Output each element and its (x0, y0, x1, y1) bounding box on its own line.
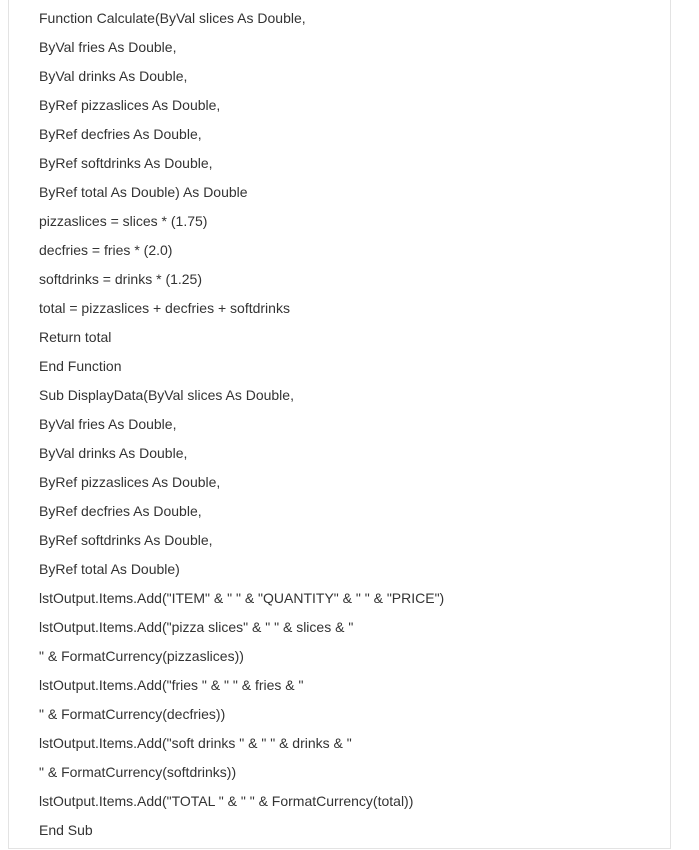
code-line: " & FormatCurrency(decfries)) (39, 706, 226, 722)
code-line: ByRef softdrinks As Double, (39, 532, 213, 548)
code-listing (39, 4, 444, 845)
code-line: lstOutput.Items.Add("soft drinks " & " " & drinks & " (39, 735, 352, 751)
code-line: softdrinks = drinks * (1.25) (39, 271, 203, 287)
code-line: total = pizzaslices + decfries + softdrinks (39, 300, 290, 316)
code-line: lstOutput.Items.Add("TOTAL " & " " & FormatCurrency(total)) (39, 793, 414, 809)
code-line: pizzaslices = slices * (1.75) (39, 213, 208, 229)
code-line: ByRef softdrinks As Double, (39, 155, 213, 171)
code-line: End Function (39, 358, 122, 374)
code-line: " & FormatCurrency(softdrinks)) (39, 764, 237, 780)
code-line: lstOutput.Items.Add("ITEM" & " " & "QUANTITY" & " " & "PRICE") (39, 590, 445, 606)
code-line: Sub DisplayData(ByVal slices As Double, (39, 387, 294, 403)
code-panel (8, 0, 671, 849)
code-line: ByVal drinks As Double, (39, 445, 188, 461)
code-line: ByVal drinks As Double, (39, 68, 188, 84)
code-line: ByVal fries As Double, (39, 416, 177, 432)
code-line: ByRef pizzaslices As Double, (39, 97, 221, 113)
code-line: ByRef pizzaslices As Double, (39, 474, 221, 490)
code-line: ByRef total As Double) As Double (39, 184, 248, 200)
code-line: ByRef decfries As Double, (39, 503, 202, 519)
code-line: Return total (39, 329, 112, 345)
code-line: lstOutput.Items.Add("fries " & " " & fries & " (39, 677, 304, 693)
code-line: End Sub (39, 822, 93, 838)
code-line: decfries = fries * (2.0) (39, 242, 173, 258)
code-line: ByVal fries As Double, (39, 39, 177, 55)
code-line: Function Calculate(ByVal slices As Double, (39, 10, 306, 26)
code-line: lstOutput.Items.Add("pizza slices" & " " & slices & " (39, 619, 354, 635)
code-line: " & FormatCurrency(pizzaslices)) (39, 648, 244, 664)
code-line: ByRef decfries As Double, (39, 126, 202, 142)
code-line: ByRef total As Double) (39, 561, 180, 577)
